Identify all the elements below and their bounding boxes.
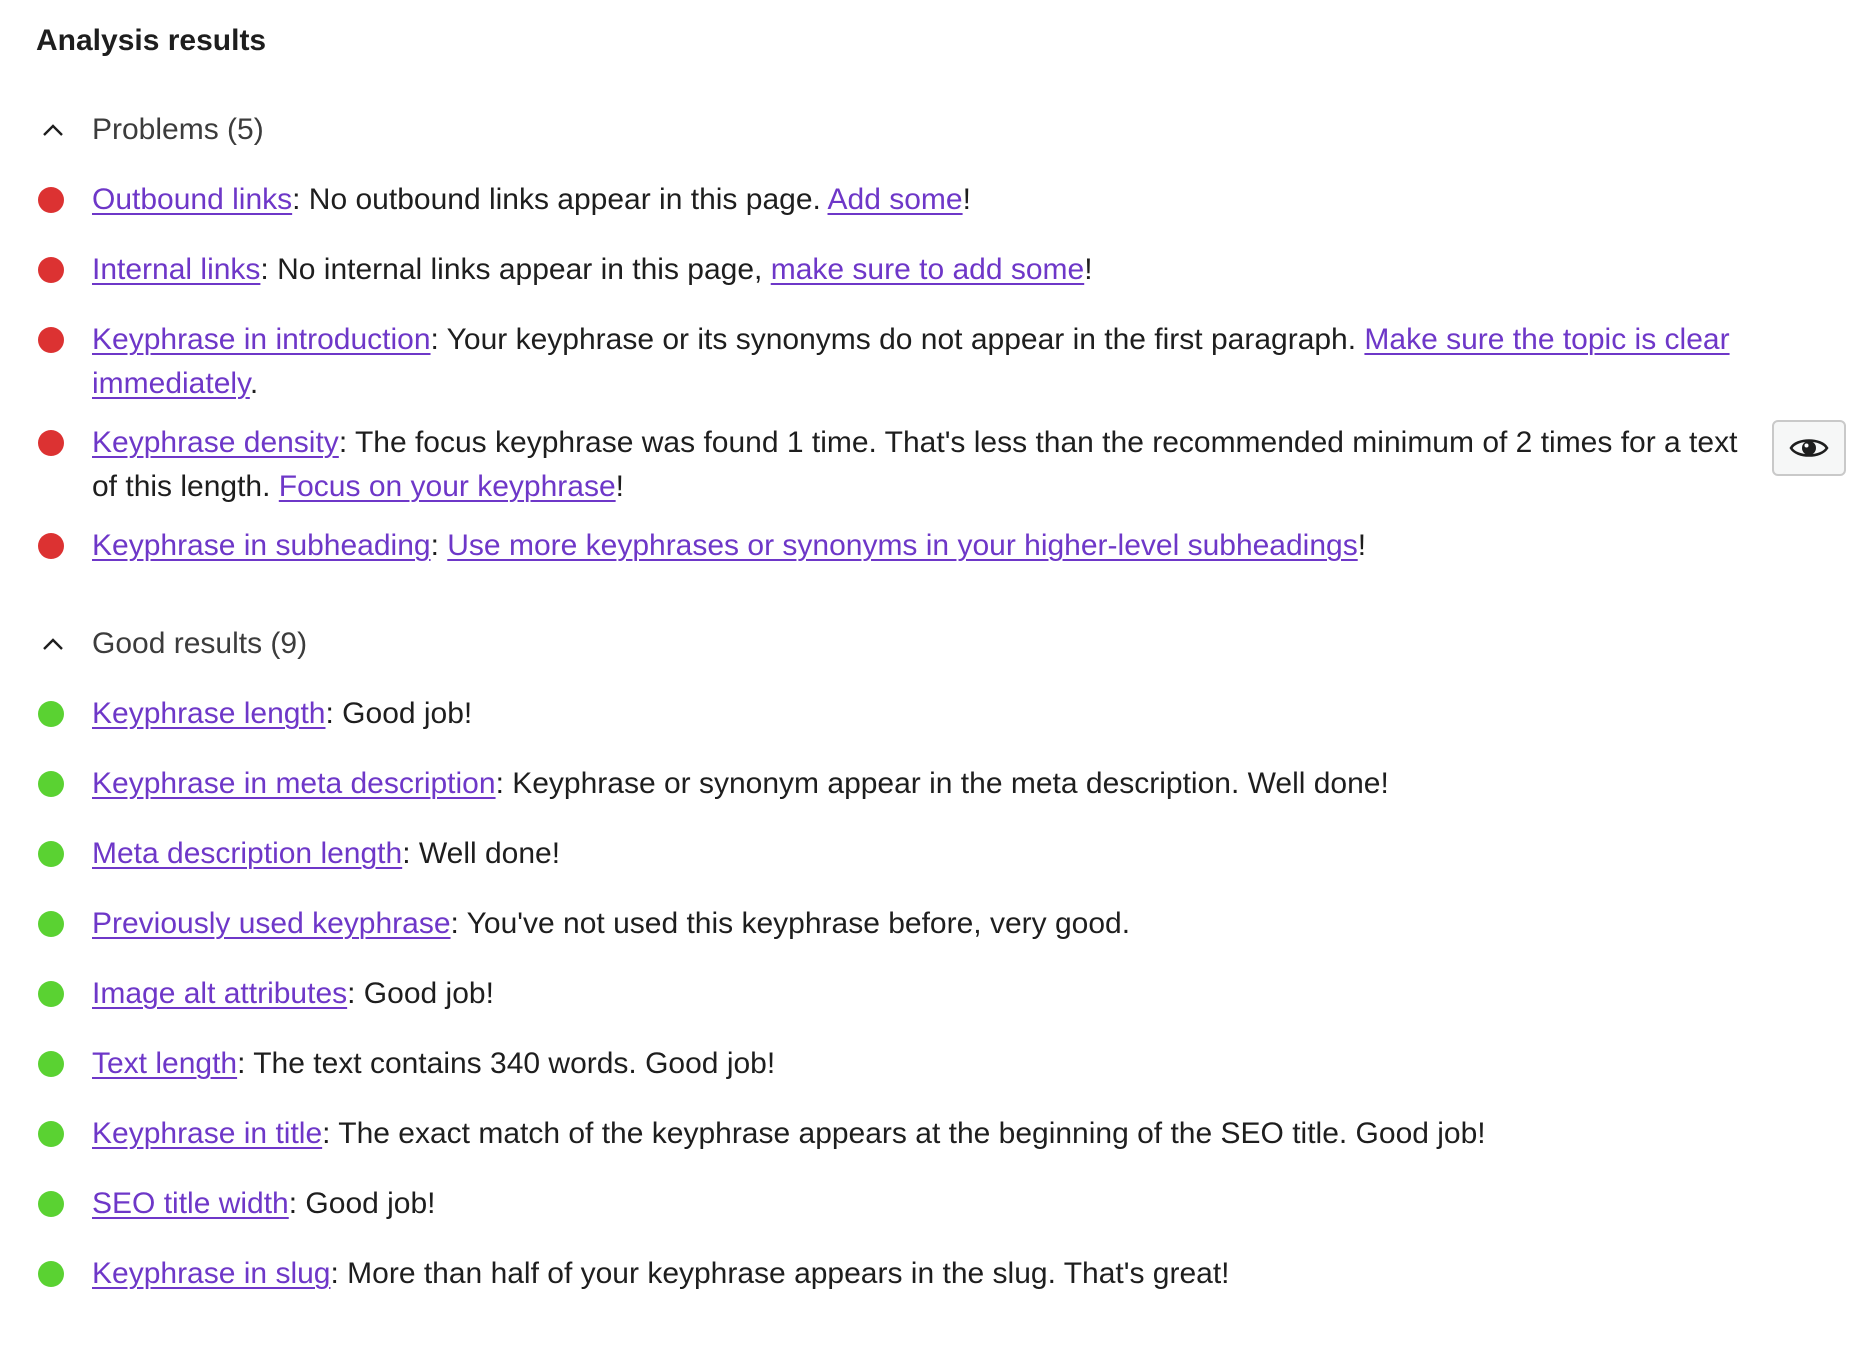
problem-bullet-icon: [38, 430, 64, 456]
good-results-toggle[interactable]: [36, 622, 1846, 666]
assessment-text: : Good job!: [288, 1187, 436, 1220]
assessment-link[interactable]: Keyphrase in subheading: [92, 529, 431, 562]
good-bullet-icon: [38, 771, 64, 797]
assessment-link[interactable]: Keyphrase in introduction: [92, 323, 431, 356]
problem-bullet-icon: [38, 533, 64, 559]
help-link[interactable]: make sure to add some: [770, 253, 1085, 286]
good-bullet-icon: [38, 1191, 64, 1217]
assessment-link[interactable]: Keyphrase length: [92, 697, 326, 730]
assessment-text: : Keyphrase or synonym appear in the meta description. Well done!: [495, 767, 1389, 800]
problem-bullet-icon: [38, 257, 64, 283]
list-item: [36, 421, 1846, 509]
assessment-text: : Good job!: [347, 977, 494, 1010]
list-item: [36, 1042, 1846, 1086]
help-link[interactable]: Focus on your keyphrase: [278, 470, 616, 503]
assessment-tail: .: [249, 367, 259, 400]
eye-icon: [1789, 435, 1829, 461]
help-link[interactable]: Use more keyphrases or synonyms in your higher-level subheadings: [447, 529, 1358, 562]
assessment-link[interactable]: Keyphrase in title: [92, 1117, 323, 1150]
good-bullet-icon: [38, 701, 64, 727]
assessment-text: : The exact match of the keyphrase appears at the beginning of the SEO title. Good job!: [322, 1117, 1486, 1150]
assessment-link[interactable]: Previously used keyphrase: [92, 907, 451, 940]
list-item: [36, 972, 1846, 1016]
good-bullet-icon: [38, 1261, 64, 1287]
assessment-link[interactable]: Internal links: [92, 253, 261, 286]
help-link[interactable]: Add some: [827, 183, 963, 216]
assessment-link[interactable]: Meta description length: [92, 837, 403, 870]
list-item: [36, 762, 1846, 806]
list-item: [36, 1112, 1846, 1156]
assessment-text: :: [430, 529, 448, 562]
assessment-text: : The focus keyphrase was found 1 time. That's less than the recommended minimum of 2 times for a text of this length.: [92, 426, 1738, 503]
assessment-text: : No internal links appear in this page,: [260, 253, 771, 286]
problem-bullet-icon: [38, 187, 64, 213]
assessment-link[interactable]: Text length: [92, 1047, 238, 1080]
problems-header: Problems (5): [92, 113, 264, 146]
assessment-tail: !: [615, 470, 624, 503]
assessment-text: : Good job!: [325, 697, 473, 730]
good-results-list: [36, 692, 1846, 1296]
highlight-toggle-button[interactable]: [1772, 420, 1846, 476]
assessment-link[interactable]: Outbound links: [92, 183, 293, 216]
problem-bullet-icon: [38, 327, 64, 353]
assessment-link[interactable]: Keyphrase in slug: [92, 1257, 331, 1290]
list-item: [36, 318, 1846, 406]
assessment-text: : The text contains 340 words. Good job!: [237, 1047, 776, 1080]
good-bullet-icon: [38, 1121, 64, 1147]
assessment-text: : More than half of your keyphrase appears in the slug. That's great!: [330, 1257, 1230, 1290]
assessment-text: : No outbound links appear in this page.: [292, 183, 828, 216]
chevron-up-icon: [40, 117, 66, 143]
assessment-link[interactable]: Image alt attributes: [92, 977, 348, 1010]
list-item: [36, 1252, 1846, 1296]
assessment-tail: !: [1357, 529, 1367, 562]
list-item: [36, 178, 1846, 222]
problems-toggle[interactable]: [36, 108, 1846, 152]
assessment-tail: !: [1084, 253, 1093, 286]
list-item: [36, 832, 1846, 876]
good-bullet-icon: [38, 1051, 64, 1077]
assessment-link[interactable]: Keyphrase density: [92, 426, 339, 459]
assessment-link[interactable]: Keyphrase in meta description: [92, 767, 496, 800]
list-item: [36, 902, 1846, 946]
good-bullet-icon: [38, 981, 64, 1007]
assessment-text: : Well done!: [402, 837, 561, 870]
good-bullet-icon: [38, 841, 64, 867]
assessment-link[interactable]: SEO title width: [92, 1187, 289, 1220]
assessment-text: : Your keyphrase or its synonyms do not appear in the first paragraph.: [430, 323, 1365, 356]
list-item: [36, 1182, 1846, 1226]
good-results-header: Good results (9): [92, 627, 308, 660]
assessment-text: : You've not used this keyphrase before, very good.: [450, 907, 1131, 940]
good-bullet-icon: [38, 911, 64, 937]
list-item: [36, 692, 1846, 736]
list-item: [36, 248, 1846, 292]
list-item: [36, 524, 1846, 568]
assessment-tail: !: [962, 183, 971, 216]
problems-list: [36, 178, 1846, 568]
chevron-up-icon: [40, 631, 66, 657]
analysis-results-panel: [36, 22, 1846, 1322]
panel-title: Analysis results: [36, 24, 267, 57]
help-link[interactable]: Make sure the topic is clear immediately: [92, 323, 1730, 400]
